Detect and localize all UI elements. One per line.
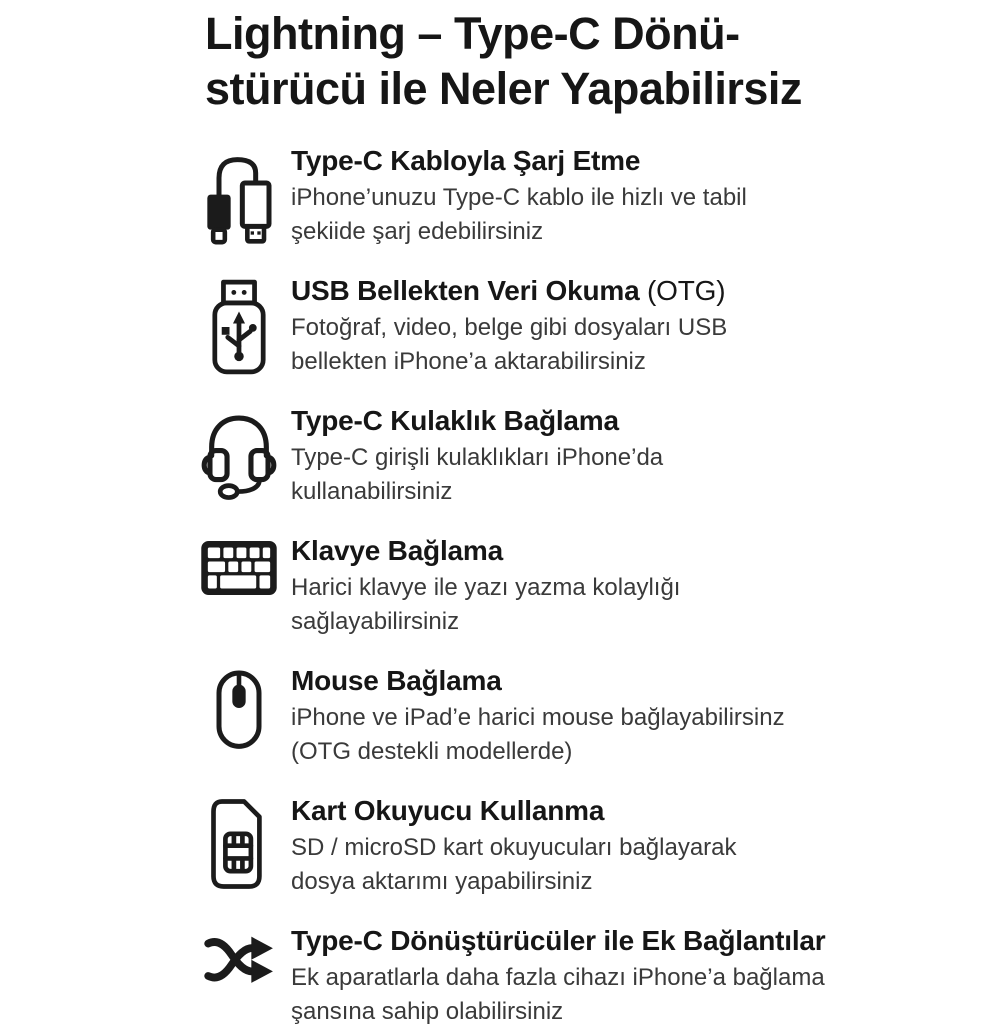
headset-icon: [197, 404, 281, 534]
infographic-page: [0, 6, 1000, 1025]
sim-card-icon: [197, 794, 281, 924]
feature-item-mouse: [197, 664, 1000, 794]
item-description-line: (OTG destekli modellerde): [291, 738, 573, 765]
item-description-line: iPhone’unuzu Type-C kablo ile hizlı ve tabil: [291, 184, 747, 211]
item-title: [291, 664, 785, 698]
page-title: [205, 6, 840, 116]
item-title-text: Kart Okuyucu Kullanma: [291, 795, 605, 826]
item-title: [291, 274, 727, 308]
keyboard-icon: [197, 534, 281, 664]
feature-text: [281, 664, 785, 794]
feature-item-extra-connections: [197, 924, 1000, 1025]
mouse-icon: [197, 664, 281, 794]
feature-text: [281, 794, 737, 924]
item-description: [291, 831, 737, 899]
item-title-text: Mouse Bağlama: [291, 665, 502, 696]
item-title-text: Klavye Bağlama: [291, 535, 503, 566]
shuffle-icon: [197, 924, 281, 1005]
item-title-suffix: (OTG): [639, 275, 726, 306]
page-title-line1: Lightning – Type-C Dönü-: [205, 8, 740, 59]
item-title-text: Type-C Kabloyla Şarj Etme: [291, 145, 641, 176]
usb-flash-drive-icon: [197, 274, 281, 404]
item-description-line: Fotoğraf, video, belge gibi dosyaları USB: [291, 314, 728, 341]
item-description-line: dosya aktarımı yapabilirsiniz: [291, 868, 593, 895]
feature-item-headphones: [197, 404, 1000, 534]
item-description-line: SD / microSD kart okuyucuları bağlayarak: [291, 834, 737, 861]
usb-cable-icon: [197, 144, 281, 274]
feature-text: [281, 144, 747, 274]
item-title-text: Type-C Dönüştürücüler ile Ek Bağlantılar: [291, 925, 826, 956]
item-description-line: Type-C girişli kulaklıkları iPhone’da: [291, 444, 664, 471]
item-description: [291, 311, 727, 379]
item-title: [291, 924, 825, 958]
clipped-text-line: şansına sahip olabilirsiniz: [291, 998, 564, 1025]
item-description: [291, 701, 785, 769]
item-description: [291, 181, 747, 249]
item-description: [291, 571, 680, 639]
item-title-text: Type-C Kulaklık Bağlama: [291, 405, 619, 436]
item-description: [291, 441, 663, 509]
feature-item-keyboard: [197, 534, 1000, 664]
item-description-line: iPhone ve iPad’e harici mouse bağlayabilirsinz: [291, 704, 785, 731]
item-description-line: sağlayabilirsiniz: [291, 608, 460, 635]
item-description-line: Harici klavye ile yazı yazma kolaylığı: [291, 574, 681, 601]
item-title-text: USB Bellekten Veri Okuma: [291, 275, 640, 306]
feature-item-usb-storage: [197, 274, 1000, 404]
item-title: [291, 794, 737, 828]
item-description: [291, 961, 825, 1025]
feature-list: [197, 144, 1000, 1025]
feature-text: [281, 404, 663, 534]
feature-text: [281, 924, 826, 1025]
item-description-line: bellekten iPhone’a aktarabilirsiniz: [291, 348, 646, 375]
item-description-line: kullanabilirsiniz: [291, 478, 453, 505]
feature-item-charging: [197, 144, 1000, 274]
page-title-line2: stürücü ile Neler Yapabilirsiz: [205, 63, 802, 114]
item-title: [291, 404, 663, 438]
item-title: [291, 534, 680, 568]
feature-text: [281, 534, 680, 664]
feature-item-card-reader: [197, 794, 1000, 924]
feature-text: [281, 274, 727, 404]
item-description-line: Ek aparatlarla daha fazla cihazı iPhone’a bağlama: [291, 964, 825, 991]
item-description-line: şekiide şarj edebilirsiniz: [291, 218, 544, 245]
item-title: [291, 144, 747, 178]
